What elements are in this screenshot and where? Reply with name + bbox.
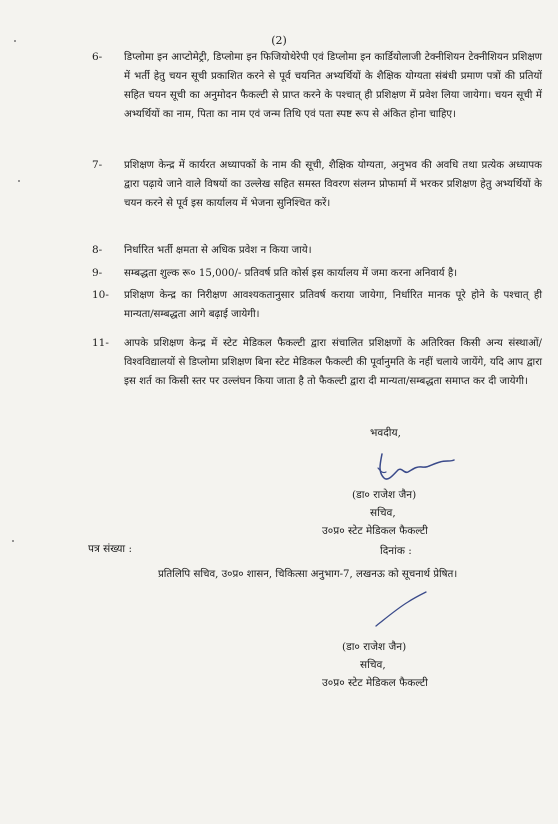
signatory-designation: सचिव,: [370, 507, 396, 519]
item-number: 10-: [92, 289, 109, 301]
item-number: 11-: [92, 337, 109, 349]
letter-number-label: पत्र संख्या :: [88, 543, 133, 555]
date-label: दिनांक :: [380, 545, 412, 557]
item-text: आपके प्रशिक्षण केन्द्र में स्टेट मेडिकल फैकल्टी द्वारा संचालित प्रशिक्षणों के अतिरिक्त किसी अन्य संस्थाओं/विश्वविद्यालयों से डिप्लोमा प्रशिक्षण बिना स्टेट मेडिकल फैकल्टी की पूर्वानुमति के नहीं चलाये जायेंगे, यदि आप द्वारा इस शर्त का किसी स्तर पर उल्लंघन किया जाता है तो फैकल्टी द्वारा दी मान्यता/सम्बद्धता समाप्त कर दी जायेगी।: [124, 338, 542, 387]
item-text: डिप्लोमा इन आप्टोमेट्री, डिप्लोमा इन फिजियोथेरेपी एवं डिप्लोमा इन कार्डियोलाजी टेक्नीशियन टेक्नीशियन प्रशिक्षण में भर्ती हेतु चयन सूची प्रकाशित करने से पूर्व चयनित अभ्यर्थियों के शैक्षिक योग्यता संबंधी प्रमाण पत्रों की प्रतियों सहित चयन सूची का अनुमोदन फैकल्टी से प्राप्त करने के पश्चात् ही प्रशिक्षण में प्रवेश लिया जायेगा। चयन सूची में अभ्यर्थियों का नाम, पिता का नाम एवं जन्म तिथि एवं पता स्पष्ट रूप से अंकित होना चाहिए।: [124, 52, 542, 120]
signatory-designation: सचिव,: [360, 659, 386, 671]
scan-speck: [12, 540, 14, 542]
item-text: सम्बद्धता शुल्क रू० 15,000/- प्रतिवर्ष प्रति कोर्स इस कार्यालय में जमा करना अनिवार्य है।: [124, 268, 458, 279]
item-number: 7-: [92, 159, 103, 171]
item-number: 6-: [92, 51, 103, 63]
signatory-block-1: [312, 486, 512, 540]
item-text: निर्धारित भर्ती क्षमता से अधिक प्रवेश न किया जाये।: [124, 245, 312, 256]
signatory-name: (डा० राजेश जैन): [352, 489, 417, 501]
signature-image: [372, 590, 432, 630]
closing-salutation: भवदीय,: [370, 427, 401, 439]
item-number: 8-: [92, 244, 103, 256]
page-number: (2): [271, 34, 287, 47]
signatory-block-2: [312, 638, 512, 692]
signatory-office: उ०प्र० स्टेट मेडिकल फैकल्टी: [322, 677, 428, 689]
item-text: प्रशिक्षण केन्द्र में कार्यरत अध्यापकों के नाम की सूची, शैक्षिक योग्यता, अनुभव की अवधि तथा प्रत्येक अध्यापक द्वारा पढ़ाये जाने वाले विषयों का उल्लेख सहित समस्त विवरण संलग्न प्रोफार्मा में भरकर प्रशिक्षण हेतु अभ्यर्थियों के चयन करने से पूर्व इस कार्यालय में भेजना सुनिश्चित करें।: [124, 160, 542, 209]
signatory-office: उ०प्र० स्टेट मेडिकल फैकल्टी: [322, 525, 428, 537]
scan-speck: [18, 180, 20, 182]
copy-forward-line: प्रतिलिपि सचिव, उ०प्र० शासन, चिकित्सा अनुभाग-7, लखनऊ को सूचनार्थ प्रेषित।: [158, 569, 458, 580]
signatory-name: (डा० राजेश जैन): [342, 641, 407, 653]
item-text: प्रशिक्षण केन्द्र का निरीक्षण आवश्यकतानुसार प्रतिवर्ष कराया जायेगा, निर्धारित मानक पूरे होने के पश्चात् ही मान्यता/सम्बद्धता आगे बढ़ाई जायेगी।: [124, 290, 542, 320]
signature-image: [368, 450, 458, 486]
item-number: 9-: [92, 267, 103, 279]
scan-speck: [14, 40, 16, 42]
